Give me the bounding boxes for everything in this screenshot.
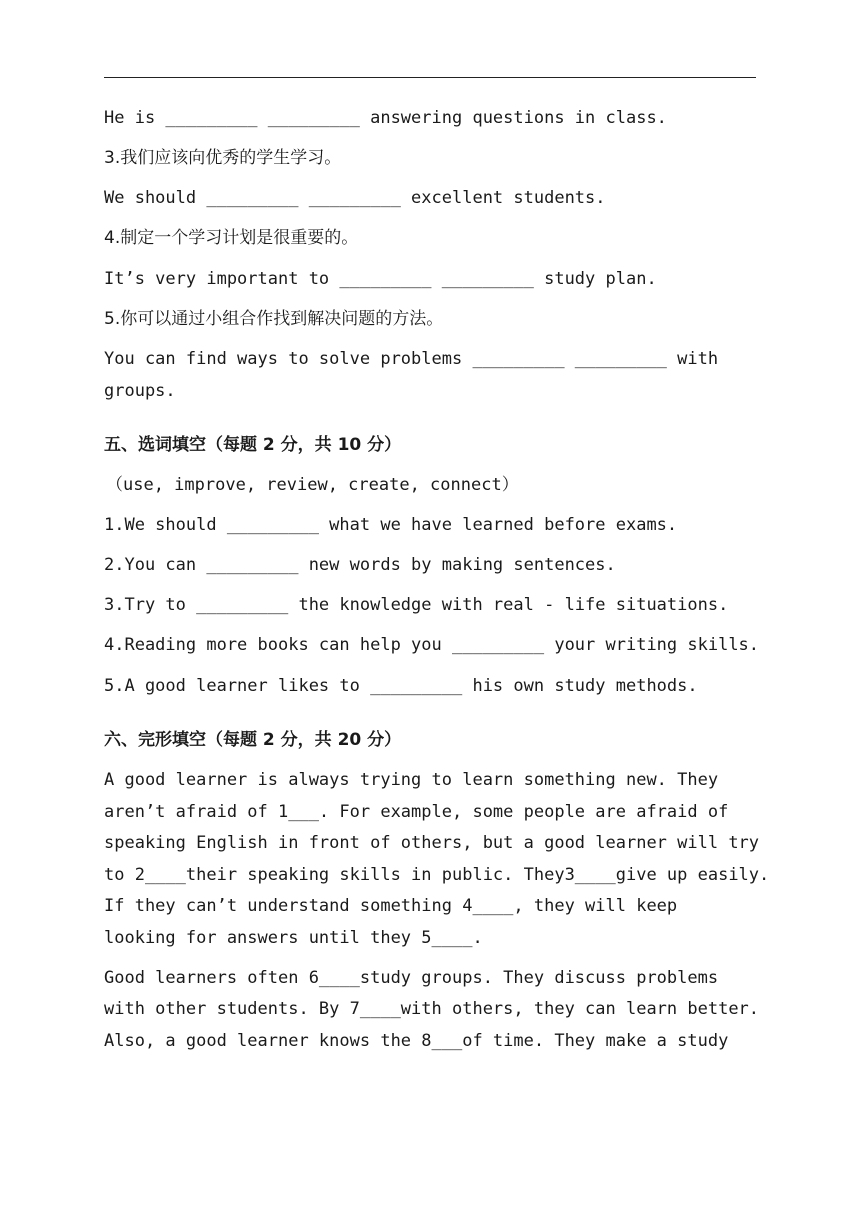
section5-q1: 1.We should _________ what we have learned before exams. (104, 515, 678, 535)
q3-chinese: 3.我们应该向优秀的学生学习。 (104, 148, 342, 168)
section5-heading: 五、选词填空（每题 2 分，共 10 分） (104, 435, 402, 455)
section5-q2: 2.You can _________ new words by making sentences. (104, 555, 616, 575)
header-rule (104, 77, 756, 78)
cloze-p1-line5: If they can’t understand something 4____, they will keep (104, 896, 678, 916)
he-is-line: He is _________ _________ answering questions in class. (104, 108, 667, 128)
cloze-p1-line1: A good learner is always trying to learn something new. They (104, 770, 719, 790)
q4-chinese: 4.制定一个学习计划是很重要的。 (104, 228, 359, 248)
q5-english-line1: You can find ways to solve problems _________ _________ with (104, 349, 719, 369)
q4-english: It’s very important to _________ _________ study plan. (104, 269, 657, 289)
cloze-p1-line6: looking for answers until they 5____. (104, 928, 483, 948)
q5-chinese: 5.你可以通过小组合作找到解决问题的方法。 (104, 309, 444, 329)
cloze-p1-line2: aren’t afraid of 1___. For example, some people are afraid of (104, 802, 729, 822)
q3-english: We should _________ _________ excellent students. (104, 188, 606, 208)
cloze-p1-line4: to 2____their speaking skills in public. They3____give up easily. (104, 865, 770, 885)
section6-heading: 六、完形填空（每题 2 分，共 20 分） (104, 730, 402, 750)
section5-q4: 4.Reading more books can help you _________ your writing skills. (104, 635, 760, 655)
cloze-p2-line3: Also, a good learner knows the 8___of time. They make a study (104, 1031, 729, 1051)
section5-q5: 5.A good learner likes to _________ his own study methods. (104, 676, 698, 696)
cloze-p1-line3: speaking English in front of others, but a good learner will try (104, 833, 760, 853)
q5-english-line2: groups. (104, 381, 176, 401)
cloze-p2-line2: with other students. By 7____with others, they can learn better. (104, 999, 760, 1019)
section5-q3: 3.Try to _________ the knowledge with real - life situations. (104, 595, 729, 615)
word-bank: （use, improve, review, create, connect） (106, 475, 519, 495)
cloze-p2-line1: Good learners often 6____study groups. They discuss problems (104, 968, 719, 988)
